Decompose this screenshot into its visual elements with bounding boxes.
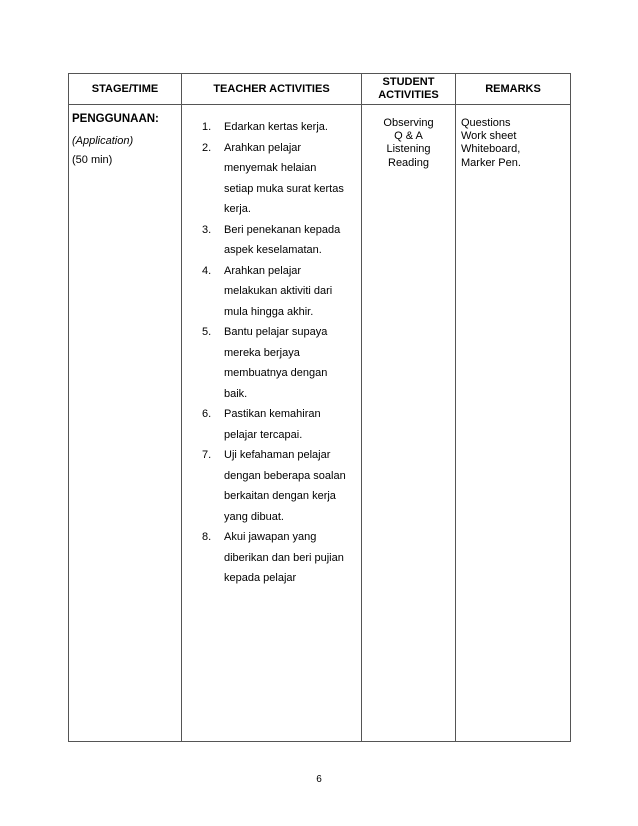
activity-text [224, 220, 359, 261]
header-remarks: REMARKS [456, 74, 571, 105]
activity-line: membuatnya dengan [224, 367, 328, 379]
activity-number: 8. [202, 531, 212, 543]
activity-line: Uji kefahaman pelajar [224, 449, 331, 461]
teacher-activity-item [202, 445, 359, 527]
teacher-activity-item [202, 138, 359, 220]
remark-item: Questions [461, 117, 511, 129]
student-activities-cell [362, 105, 456, 742]
activity-line: yang dibuat. [224, 510, 284, 523]
header-stage-time: STAGE/TIME [69, 74, 182, 105]
remark-item: Work sheet [461, 130, 517, 143]
activity-number: 4. [202, 264, 212, 277]
activity-line: mula hingga akhir. [224, 305, 314, 318]
activity-line: pelajar tercapai. [224, 428, 303, 441]
activity-line: melakukan aktiviti dari [224, 285, 333, 297]
activity-text [224, 138, 359, 220]
activity-text [224, 404, 359, 445]
teacher-activity-item [202, 220, 359, 261]
teacher-activities-cell [182, 105, 362, 742]
header-student-activities [362, 74, 456, 105]
teacher-activity-item [202, 527, 359, 589]
remark-item: Marker Pen. [461, 156, 521, 169]
activity-text [224, 261, 359, 323]
teacher-activity-item [202, 261, 359, 323]
page-number: 6 [316, 774, 322, 785]
activity-text [224, 117, 359, 138]
stage-subtitle: (Application) [72, 135, 134, 147]
activity-number: 7. [202, 449, 212, 461]
activity-line: berkaitan dengan kerja [224, 490, 336, 502]
activity-line: Beri penekanan kepada [224, 223, 341, 236]
activity-number: 3. [202, 223, 212, 236]
student-activity: Q & A [394, 130, 423, 143]
activity-line: dengan beberapa soalan [224, 469, 346, 482]
activity-text [224, 445, 359, 527]
student-activity: Reading [388, 156, 429, 169]
activity-number: 1. [202, 121, 212, 133]
teacher-activities-list [202, 117, 359, 589]
activity-number: 2. [202, 141, 212, 154]
activity-line: kepada pelajar [224, 572, 297, 584]
header-teacher-activities: TEACHER ACTIVITIES [182, 74, 362, 105]
teacher-activity-item [202, 322, 359, 404]
activity-text [224, 527, 359, 589]
activity-line: Arahkan pelajar [224, 264, 302, 277]
activity-line: setiap muka surat kertas [224, 182, 344, 195]
remarks-cell [456, 105, 571, 742]
activity-number: 5. [202, 326, 212, 338]
table-row [69, 105, 571, 742]
activity-line: kerja. [224, 203, 251, 215]
activity-line: Pastikan kemahiran [224, 408, 321, 420]
header-student-line2: ACTIVITIES [378, 89, 439, 101]
lesson-plan-table [68, 73, 571, 742]
activity-number: 6. [202, 408, 212, 420]
stage-duration: (50 min) [72, 154, 113, 166]
activity-text [224, 322, 359, 404]
activity-line: diberikan dan beri pujian [224, 551, 344, 564]
activity-line: mereka berjaya [224, 346, 300, 359]
stage-cell [69, 105, 182, 742]
activity-line: Arahkan pelajar [224, 141, 302, 154]
activity-line: menyemak helaian [224, 162, 317, 174]
teacher-activity-item [202, 117, 359, 138]
student-activity: Listening [386, 143, 431, 156]
activity-line: Bantu pelajar supaya [224, 326, 328, 338]
table-header-row [69, 74, 571, 105]
activity-line: aspek keselamatan. [224, 244, 322, 256]
activity-line: Edarkan kertas kerja. [224, 121, 328, 133]
student-activity: Observing [383, 117, 434, 129]
activity-line: baik. [224, 387, 248, 400]
header-student-line1: STUDENT [382, 76, 435, 88]
stage-title: PENGGUNAAN: [72, 113, 159, 125]
remark-item: Whiteboard, [461, 143, 521, 156]
teacher-activity-item [202, 404, 359, 445]
activity-line: Akui jawapan yang [224, 531, 317, 543]
